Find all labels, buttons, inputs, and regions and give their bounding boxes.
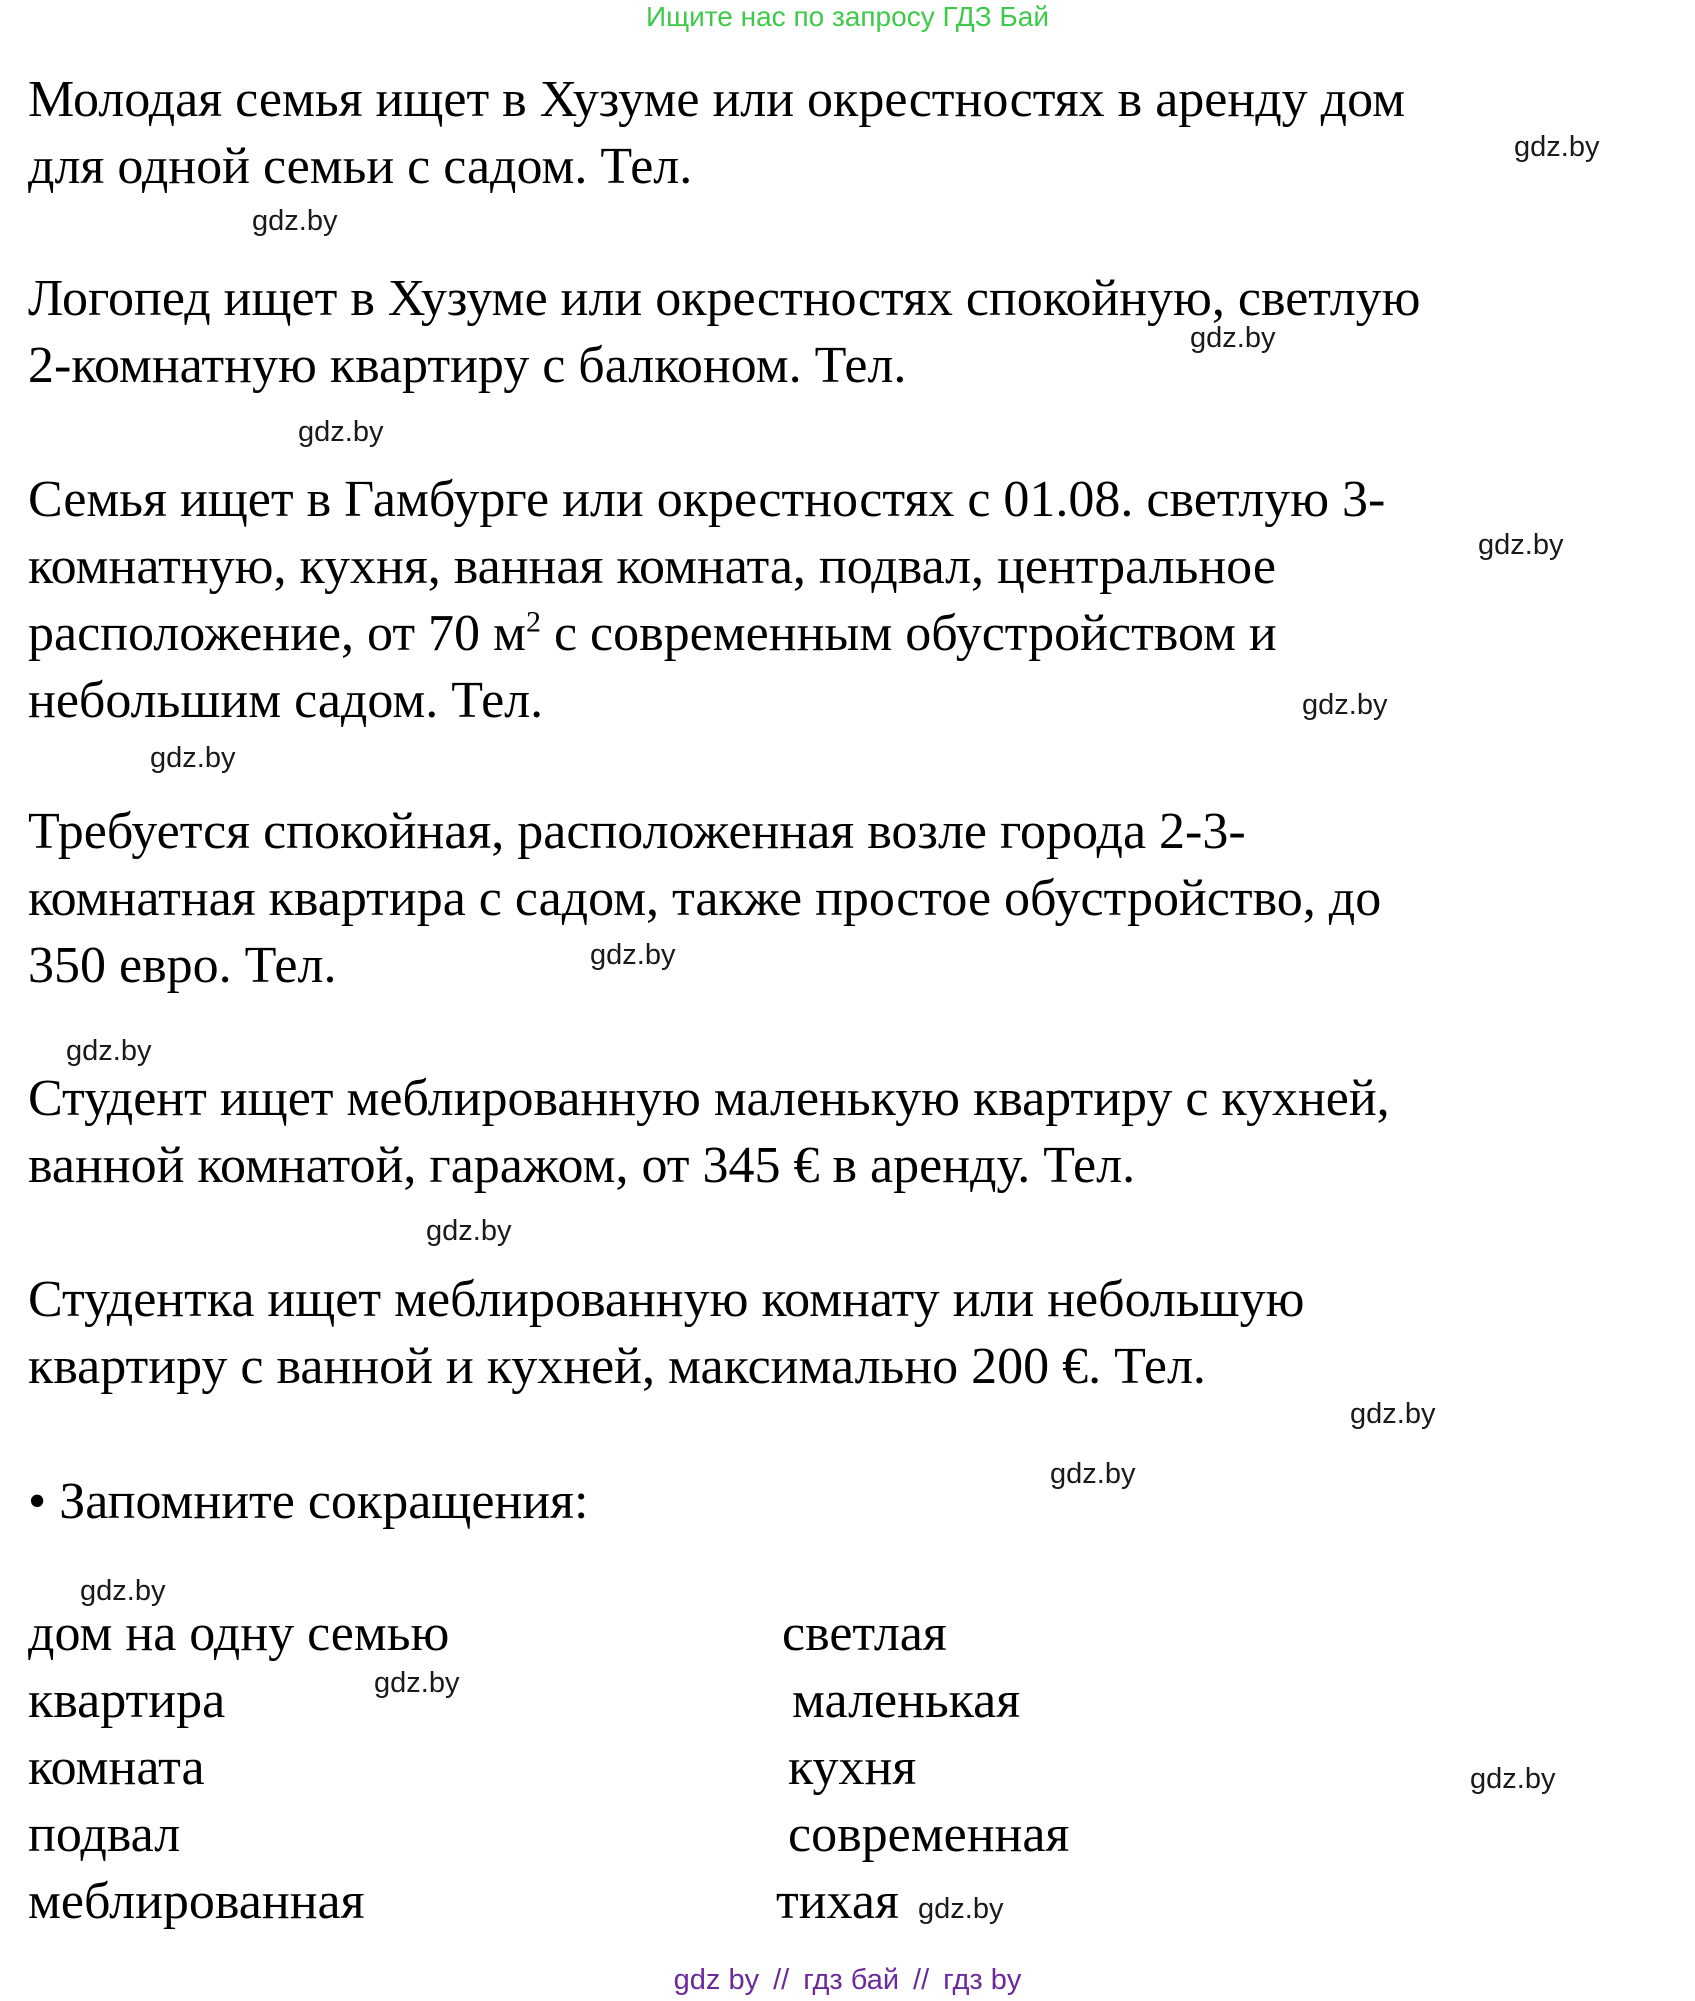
footer-link-gdz-by[interactable]: gdz by — [673, 1964, 760, 1996]
ad-4-line-2: комнатная квартира с садом, также простое обустройство, до — [28, 870, 1382, 927]
ad-6-line-1: Студентка ищет меблированную комнату или небольшую — [28, 1271, 1305, 1328]
vocab-left-5: меблированная — [28, 1873, 365, 1930]
watermark: gdz.by — [1470, 1763, 1556, 1795]
footer-separator: // — [773, 1964, 790, 1996]
footer-link-gdz-bai[interactable]: гдз бай — [803, 1964, 900, 1996]
watermark: gdz.by — [1350, 1398, 1436, 1430]
watermark: gdz.by — [1302, 689, 1388, 721]
watermark: gdz.by — [1190, 322, 1276, 354]
ad-2-line-1: Логопед ищет в Хузуме или окрестностях спокойную, светлую — [28, 270, 1421, 327]
watermark: gdz.by — [374, 1667, 460, 1699]
watermark: gdz.by — [1478, 529, 1564, 561]
watermark: gdz.by — [150, 742, 236, 774]
vocab-right-2: маленькая — [792, 1672, 1021, 1729]
watermark: gdz.by — [66, 1035, 152, 1067]
ad-5-line-2: ванной комнатой, гаражом, от 345 € в аренду. Тел. — [28, 1137, 1136, 1194]
ad-4-line-1: Требуется спокойная, расположенная возле города 2-3- — [28, 803, 1246, 860]
ad-paragraph-6 — [28, 1266, 1304, 1400]
ad-paragraph-1 — [28, 66, 1405, 200]
ad-5-line-1: Студент ищет меблированную маленькую квартиру с кухней, — [28, 1070, 1390, 1127]
watermark: gdz.by — [1514, 131, 1600, 163]
watermark: gdz.by — [1050, 1458, 1136, 1490]
vocab-left-1: дом на одну семью — [28, 1605, 450, 1662]
ad-1-line-1: Молодая семья ищет в Хузуме или окрестностях в аренду дом — [28, 71, 1406, 128]
watermark: gdz.by — [590, 939, 676, 971]
search-hint-link[interactable]: Ищите нас по запросу ГДЗ Бай — [645, 1, 1050, 32]
watermark: gdz.by — [252, 205, 338, 237]
ad-2-line-2: 2-комнатную квартиру с балконом. Тел. — [28, 337, 907, 394]
vocab-left-3: комната — [28, 1739, 205, 1796]
ad-3-line-3 — [28, 600, 1385, 667]
vocab-right-3: кухня — [788, 1739, 917, 1796]
watermark: gdz.by — [426, 1215, 512, 1247]
vocab-right-5: тихая — [776, 1873, 899, 1930]
ad-6-line-2: квартиру с ванной и кухней, максимально 200 €. Тел. — [28, 1338, 1206, 1395]
ad-paragraph-5 — [28, 1065, 1390, 1199]
ad-paragraph-3 — [28, 466, 1388, 734]
footer-separator: // — [913, 1964, 930, 1996]
ad-3-line-4: небольшим садом. Тел. — [28, 672, 544, 729]
watermark: gdz.by — [80, 1575, 166, 1607]
watermark: gdz.by — [298, 416, 384, 448]
ad-3-line-1: Семья ищет в Гамбурге или окрестностях с 01.08. светлую 3- — [28, 471, 1386, 528]
ad-3-line-3-end: с современным обустройством и — [553, 605, 1277, 662]
ad-paragraph-4 — [28, 798, 1381, 999]
vocab-left-2: квартира — [28, 1672, 226, 1729]
watermark: gdz.by — [918, 1893, 1004, 1925]
vocab-right-4: современная — [788, 1806, 1070, 1863]
ad-3-superscript: 2 — [525, 605, 541, 639]
footer-link-gdz-by-2[interactable]: гдз by — [943, 1964, 1022, 1996]
abbreviations-heading: • Запомните сокращения: — [28, 1473, 589, 1530]
footer-links — [0, 1962, 1695, 1998]
ad-4-line-3: 350 евро. Тел. — [28, 937, 337, 994]
vocab-left-4: подвал — [28, 1806, 181, 1863]
ad-3-line-2: комнатную, кухня, ванная комната, подвал, центральное — [28, 538, 1276, 595]
ad-3-line-3-start: расположение, от 70 м — [28, 605, 526, 662]
ad-1-line-2: для одной семьи с садом. Тел. — [28, 138, 693, 195]
vocab-right-1: светлая — [782, 1605, 947, 1662]
